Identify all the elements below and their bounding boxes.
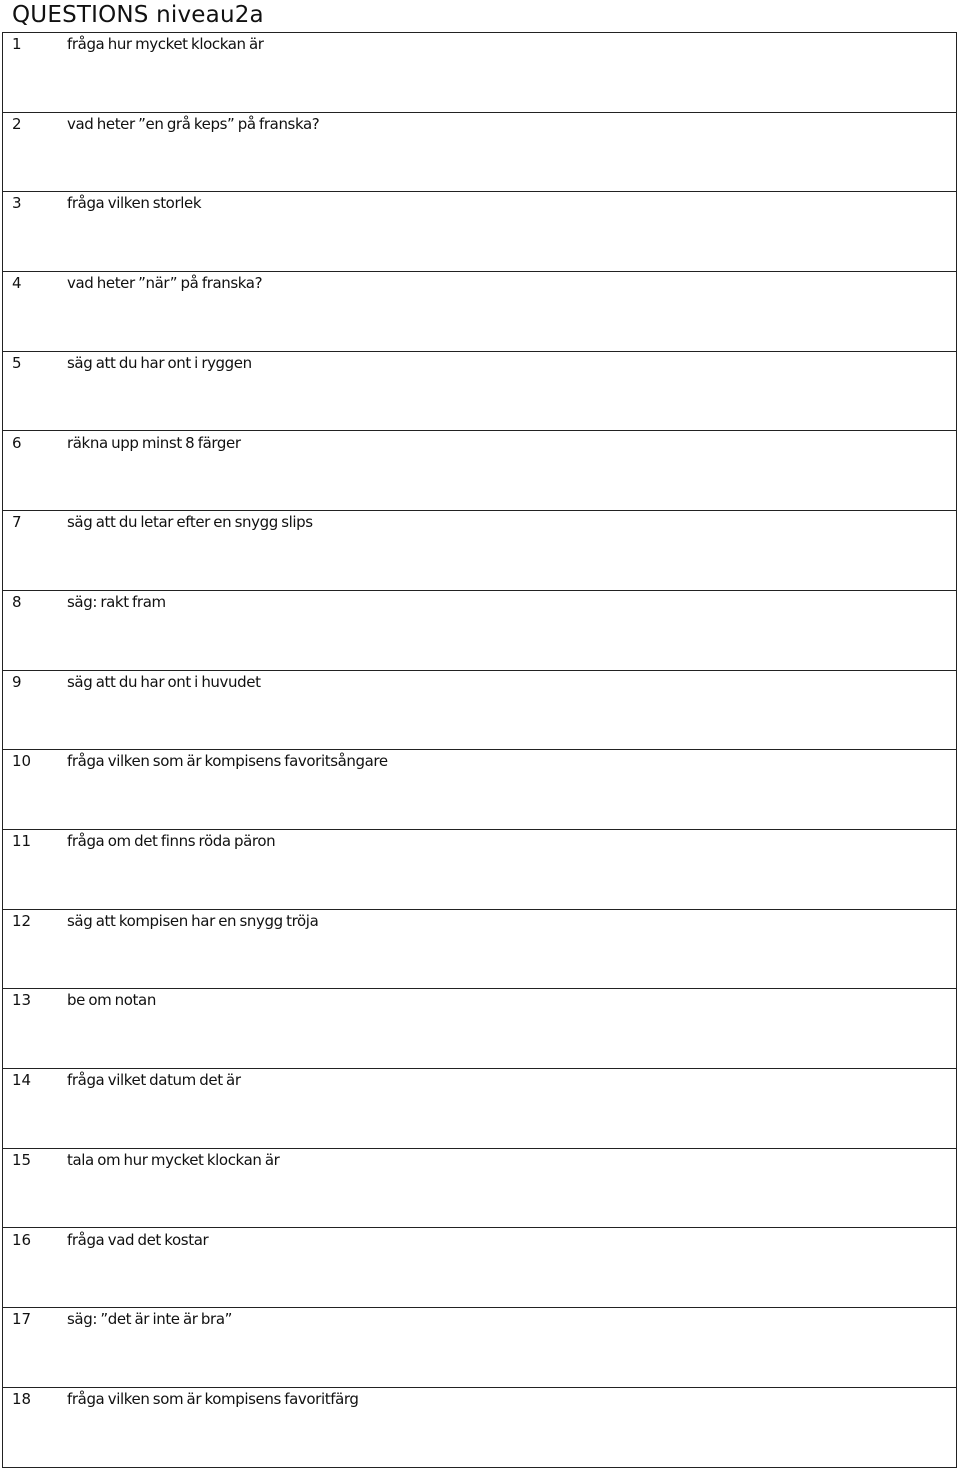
question-text: fråga vilken storlek	[67, 194, 202, 213]
table-row	[3, 671, 956, 751]
question-number: 15	[12, 1150, 32, 1169]
question-number: 14	[12, 1071, 32, 1090]
question-table	[2, 32, 957, 1468]
table-row	[3, 1229, 956, 1309]
question-number: 11	[12, 832, 32, 850]
question-text: tala om hur mycket klockan är	[67, 1150, 280, 1169]
question-text: vad heter ”en grå keps” på franska?	[67, 114, 320, 133]
question-text: be om notan	[67, 991, 156, 1010]
question-number: 4	[12, 274, 22, 293]
question-number: 13	[12, 991, 32, 1010]
page-title: QUESTIONS niveau2a	[12, 2, 264, 28]
table-row	[3, 1149, 956, 1229]
question-text: vad heter ”när” på franska?	[67, 274, 263, 293]
table-row	[3, 113, 956, 193]
question-text: säg: ”det är inte är bra”	[67, 1310, 232, 1329]
table-row	[3, 432, 956, 512]
question-number: 12	[12, 911, 32, 930]
table-row	[3, 750, 956, 830]
table-row	[3, 511, 956, 591]
table-row	[3, 272, 956, 352]
question-number: 6	[12, 433, 22, 452]
question-number: 7	[12, 513, 22, 532]
question-text: fråga vilken som är kompisens favoritfärg	[67, 1389, 359, 1408]
question-text: säg att kompisen har en snygg tröja	[67, 911, 319, 930]
question-text: räkna upp minst 8 färger	[67, 433, 241, 452]
table-row	[3, 352, 956, 432]
question-number: 18	[12, 1389, 32, 1408]
question-number: 8	[12, 592, 22, 611]
question-text: säg: rakt fram	[67, 592, 166, 611]
question-text: fråga vad det kostar	[67, 1230, 209, 1249]
table-row	[3, 1069, 956, 1149]
question-text: fråga om det finns röda päron	[67, 832, 276, 850]
question-number: 1	[12, 35, 22, 53]
question-text: fråga vilket datum det är	[67, 1071, 241, 1090]
table-row	[3, 591, 956, 671]
table-row	[3, 1308, 956, 1388]
question-text: fråga vilken som är kompisens favoritsångare	[67, 752, 388, 771]
question-number: 9	[12, 672, 22, 691]
question-text: säg att du har ont i ryggen	[67, 353, 252, 372]
question-text: säg att du letar efter en snygg slips	[67, 513, 313, 532]
question-number: 5	[12, 353, 22, 372]
table-row	[3, 33, 956, 113]
question-number: 10	[12, 752, 32, 771]
question-number: 17	[12, 1310, 32, 1329]
table-row	[3, 192, 956, 272]
question-text: säg att du har ont i huvudet	[67, 672, 261, 691]
table-row	[3, 830, 956, 910]
question-number: 16	[12, 1230, 32, 1249]
question-number: 3	[12, 194, 22, 213]
question-text: fråga hur mycket klockan är	[67, 35, 264, 53]
question-number: 2	[12, 114, 22, 133]
table-row	[3, 910, 956, 990]
table-row	[3, 989, 956, 1069]
table-row	[3, 1388, 956, 1468]
